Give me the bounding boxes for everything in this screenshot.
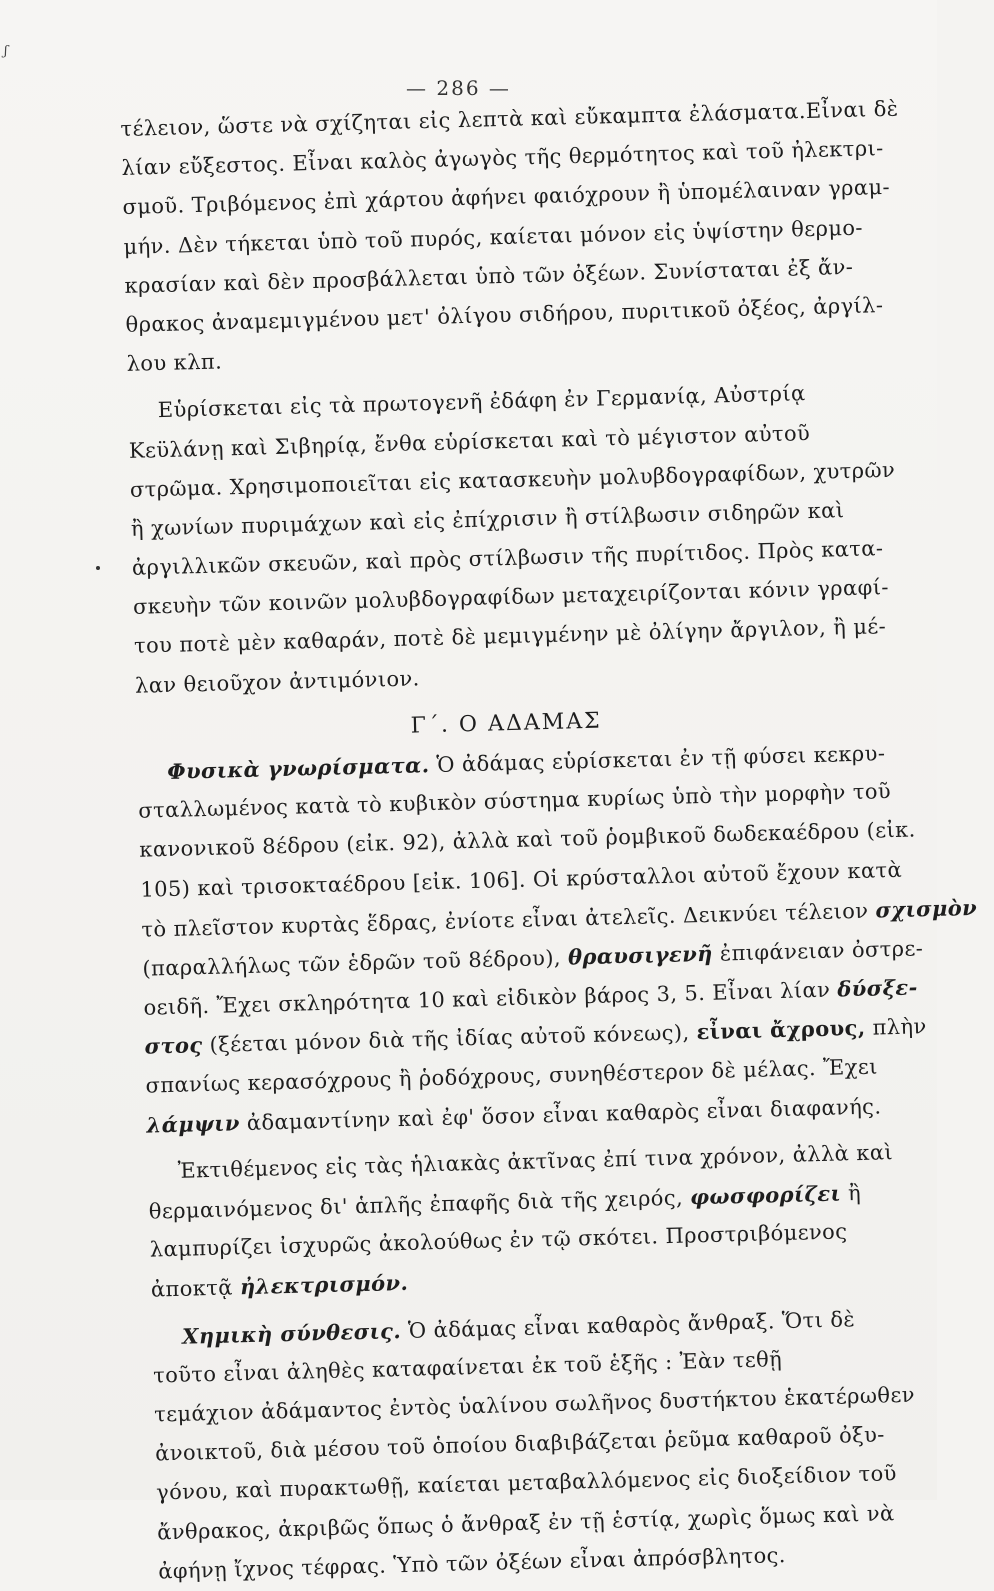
emphasized-term: Φυσικὰ γνωρίσματα. (167, 752, 430, 784)
emphasized-term: σχισμὸν (875, 894, 978, 923)
text-segment: τοῦτο εἶναι ἀληθὲς καταφαίνεται ἐκ τοῦ ἑξῆς : Ἐὰν τεθῇ (152, 1346, 783, 1388)
text-segment: σκευὴν τῶν κοινῶν μολυβδογραφίδων μεταχειρίζονται κόνιν γραφί- (132, 575, 890, 620)
text-segment: Εὑρίσκεται εἰς τὰ πρωτογενῆ ἐδάφη ἐν Γερμανίᾳ, Αὐστρίᾳ (157, 381, 806, 423)
text-segment: ἐπιφάνειαν ὀστρε- (712, 936, 924, 966)
text-segment: Ὁ ἀδάμας εὑρίσκεται ἐν τῇ φύσει κεκρυ- (429, 741, 886, 778)
text-segment: θερμαινόμενος δι' ἁπλῆς ἐπαφῆς διὰ τῆς χειρός, (148, 1185, 691, 1224)
text-segment: Ἐκτιθέμενος εἰς τὰς ἡλιακὰς ἀκτῖνας ἐπί τινα χρόνον, ἀλλὰ καὶ (177, 1140, 894, 1183)
emphasized-term: Χημικὴ σύνθεσις. (181, 1317, 402, 1349)
margin-dot (96, 566, 100, 570)
text-segment: ἀφήνῃ ἴχνος τέφρας. Ὑπὸ τῶν ὀξέων εἶναι ἀπρόσβλητος. (157, 1542, 787, 1584)
text-segment: ἀποκτᾷ (150, 1275, 241, 1303)
emphasized-term: στος (144, 1032, 203, 1059)
body-text (120, 89, 978, 1591)
text-segment: πλὴν (865, 1014, 927, 1041)
text-segment: ἀργιλλικῶν σκευῶν, καὶ πρὸς στίλβωσιν τῆς πυρίτιδος. Πρὸς κατα- (131, 536, 884, 580)
text-segment: ἀνοικτοῦ, διὰ μέσου τοῦ ὁποίου διαβιβάζεται ῥεῦμα καθαροῦ ὀξυ- (154, 1422, 886, 1466)
text-segment: θρακος ἀναμεμιγμένου μετ' ὀλίγου σιδήρου, πυριτικοῦ ὀξέος, ἀργίλ- (125, 293, 884, 337)
text-segment: (παραλλήλως τῶν ἑδρῶν τοῦ 8έδρου), (142, 945, 569, 981)
text-segment: μήν. Δὲν τήκεται ὑπὸ τοῦ πυρός, καίεται μόνον εἰς ὑψίστην θερμο- (123, 215, 864, 259)
text-segment: Ὁ ἀδάμας εἶναι καθαρὸς ἄνθραξ. Ὅτι δὲ (400, 1306, 856, 1343)
text-segment: σταλλωμένος κατὰ τὸ κυβικὸν σύστημα κυρίως ὑπὸ τὴν μορφὴν τοῦ (138, 779, 892, 823)
text-segment: κανονικοῦ 8έδρου (εἰκ. 92), ἀλλὰ καὶ τοῦ ῥομβικοῦ δωδεκαέδρου (εἰκ. (139, 817, 916, 863)
text-segment: 105) καὶ τρισοκταέδρου [εἰκ. 106]. Οἱ κρύσταλλοι αὐτοῦ ἔχουν κατὰ (140, 857, 903, 902)
text-segment: λαμπυρίζει ἰσχυρῶς ἀκολούθως ἐν τῷ σκότει. Προστριβόμενος (149, 1219, 848, 1262)
text-segment: λίαν εὔξεστος. Εἶναι καλὸς ἀγωγὸς τῆς θερμότητος καὶ τοῦ ἠλεκτρι- (121, 136, 884, 181)
text-segment: γόνου, καὶ πυρακτωθῇ, καίεται μεταβαλλόμενος εἰς διοξείδιον τοῦ (155, 1461, 898, 1505)
emphasized-term: εἶναι ἄχρους, (696, 1015, 866, 1045)
text-segment: ἀδαμαντίνην καὶ ἐφ' ὅσον εἶναι καθαρὸς εἶναι διαφανής. (239, 1094, 882, 1135)
text-segment: ἄνθρακος, ἀκριβῶς ὅπως ὁ ἄνθραξ ἐν τῇ ἑστίᾳ, χωρὶς ὅμως καὶ νὰ (156, 1500, 895, 1545)
text-segment: Γ΄. Ο ΑΔΑΜΑΣ (410, 708, 602, 739)
text-segment: στρῶμα. Χρησιμοποιεῖται εἰς κατασκευὴν μολυβδογραφίδων, χυτρῶν (129, 457, 896, 502)
text-segment: τέλειον, ὥστε νὰ σχίζηται εἰς λεπτὰ καὶ εὔκαμπτα ἐλάσματα.Εἶναι δὲ (120, 96, 899, 141)
text-segment: ἢ (840, 1181, 862, 1206)
text-segment: τεμάχιον ἀδάμαντος ἐντὸς ὑαλίνου σωλῆνος δυστήκτου ἑκατέρωθεν (153, 1382, 916, 1427)
emphasized-term: φωσφορίζει (689, 1180, 842, 1210)
text-segment: (ξέεται μόνον διὰ τῆς ἰδίας αὐτοῦ κόνεως), (202, 1020, 697, 1058)
text-segment: ἢ χωνίων πυριμάχων καὶ εἰς ἐπίχρισιν ἢ στίλβωσιν σιδηρῶν καὶ (130, 498, 845, 541)
emphasized-term: λάμψιν (146, 1109, 241, 1138)
text-segment: του ποτὲ μὲν καθαράν, ποτὲ δὲ μεμιγμένην μὲ ὀλίγην ἄργιλον, ἢ μέ- (133, 614, 887, 659)
text-segment: λου κλπ. (126, 349, 223, 377)
text-segment: σπανίως κερασόχρους ἢ ῥοδόχρους, συνηθέστερον δὲ μέλας. Ἔχει (145, 1053, 879, 1098)
text-segment: οειδῆ. Ἔχει σκληρότητα 10 καὶ εἰδικὸν βάρος 3, 5. Εἶναι λίαν (143, 977, 838, 1020)
text-segment: κρασίαν καὶ δὲν προσβάλλεται ὑπὸ τῶν ὀξέων. Συνίσταται ἐξ ἄν- (124, 254, 854, 298)
emphasized-term: δύσξε- (836, 974, 918, 1002)
text-segment: σμοῦ. Τριβόμενος ἐπὶ χάρτου ἀφήνει φαιόχρουν ἢ ὑπομέλαιναν γραμ- (122, 175, 891, 220)
text-segment: τὸ πλεῖστον κυρτὰς ἕδρας, ἐνίοτε εἶναι ἀτελεῖς. Δεικνύει τέλειον (141, 898, 876, 942)
text-segment: Κεϋλάνῃ καὶ Σιβηρίᾳ, ἔνθα εὑρίσκεται καὶ τὸ μέγιστον αὐτοῦ (128, 420, 811, 463)
margin-mark: ʃ (4, 44, 8, 59)
emphasized-term: θραυσιγενῆ (567, 940, 714, 970)
text-segment: λαν θειοῦχον ἀντιμόνιον. (134, 665, 420, 698)
emphasized-term: ἠλεκτρισμόν. (239, 1270, 409, 1300)
page-number: — 286 — (406, 76, 511, 100)
